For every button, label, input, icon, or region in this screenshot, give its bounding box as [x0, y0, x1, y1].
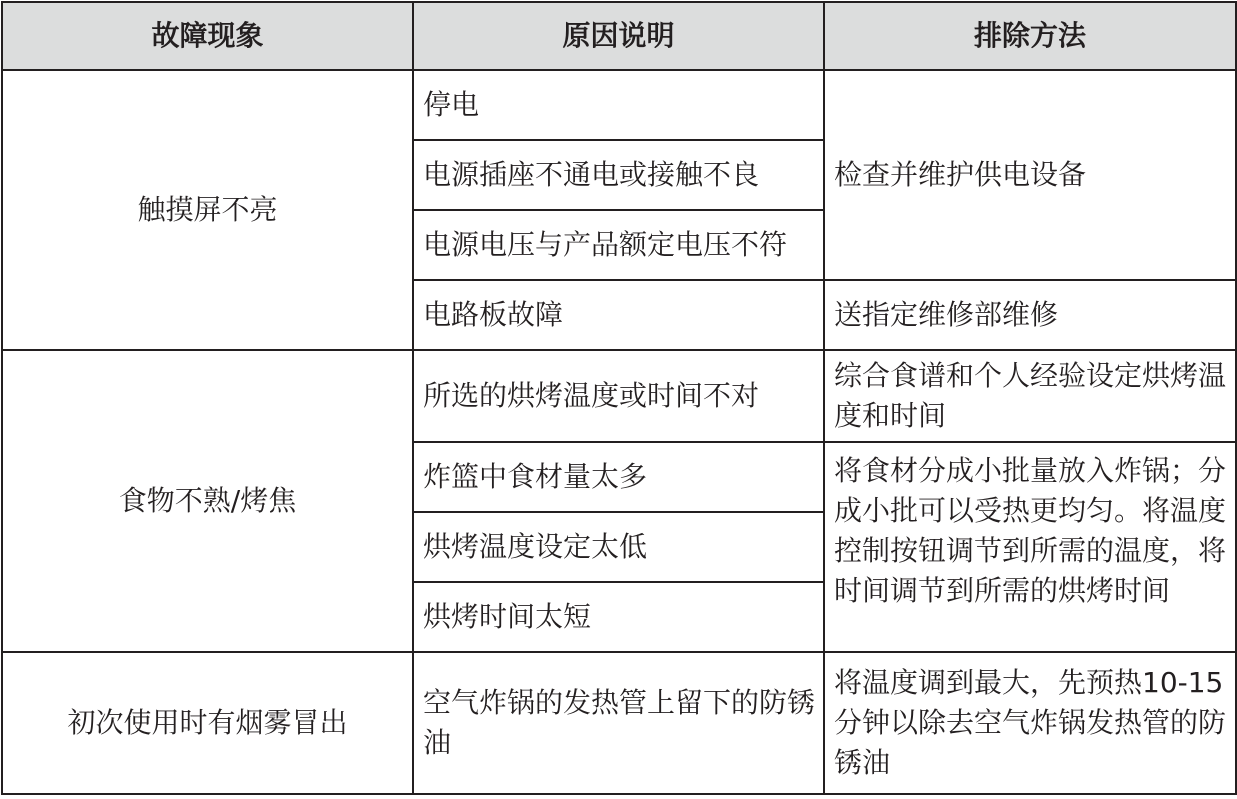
cause-cell: 电源插座不通电或接触不良 — [413, 140, 824, 210]
solution-cell: 将食材分成小批量放入炸锅；分成小批可以受热更均匀。将温度控制按钮调节到所需的温度，将时间调节到所需的烘烤时间 — [824, 442, 1236, 652]
header-solution: 排除方法 — [824, 2, 1236, 70]
symptom-cell: 食物不熟/烤焦 — [2, 350, 413, 652]
cause-cell: 烘烤时间太短 — [413, 582, 824, 652]
header-symptom: 故障现象 — [2, 2, 413, 70]
solution-cell: 送指定维修部维修 — [824, 280, 1236, 350]
troubleshooting-table — [1, 1, 1237, 795]
cause-cell: 停电 — [413, 70, 824, 140]
symptom-cell: 触摸屏不亮 — [2, 70, 413, 350]
symptom-cell: 初次使用时有烟雾冒出 — [2, 652, 413, 794]
solution-cell: 综合食谱和个人经验设定烘烤温度和时间 — [824, 350, 1236, 442]
cause-cell: 空气炸锅的发热管上留下的防锈油 — [413, 652, 824, 794]
cause-cell: 电源电压与产品额定电压不符 — [413, 210, 824, 280]
solution-cell: 检查并维护供电设备 — [824, 70, 1236, 280]
table-row — [2, 70, 1236, 140]
cause-cell: 烘烤温度设定太低 — [413, 512, 824, 582]
cause-cell: 电路板故障 — [413, 280, 824, 350]
table-row — [2, 652, 1236, 794]
cause-cell: 所选的烘烤温度或时间不对 — [413, 350, 824, 442]
header-cause: 原因说明 — [413, 2, 824, 70]
table-header-row — [2, 2, 1236, 70]
solution-cell: 将温度调到最大，先预热10-15分钟以除去空气炸锅发热管的防锈油 — [824, 652, 1236, 794]
cause-cell: 炸篮中食材量太多 — [413, 442, 824, 512]
table-row — [2, 350, 1236, 442]
